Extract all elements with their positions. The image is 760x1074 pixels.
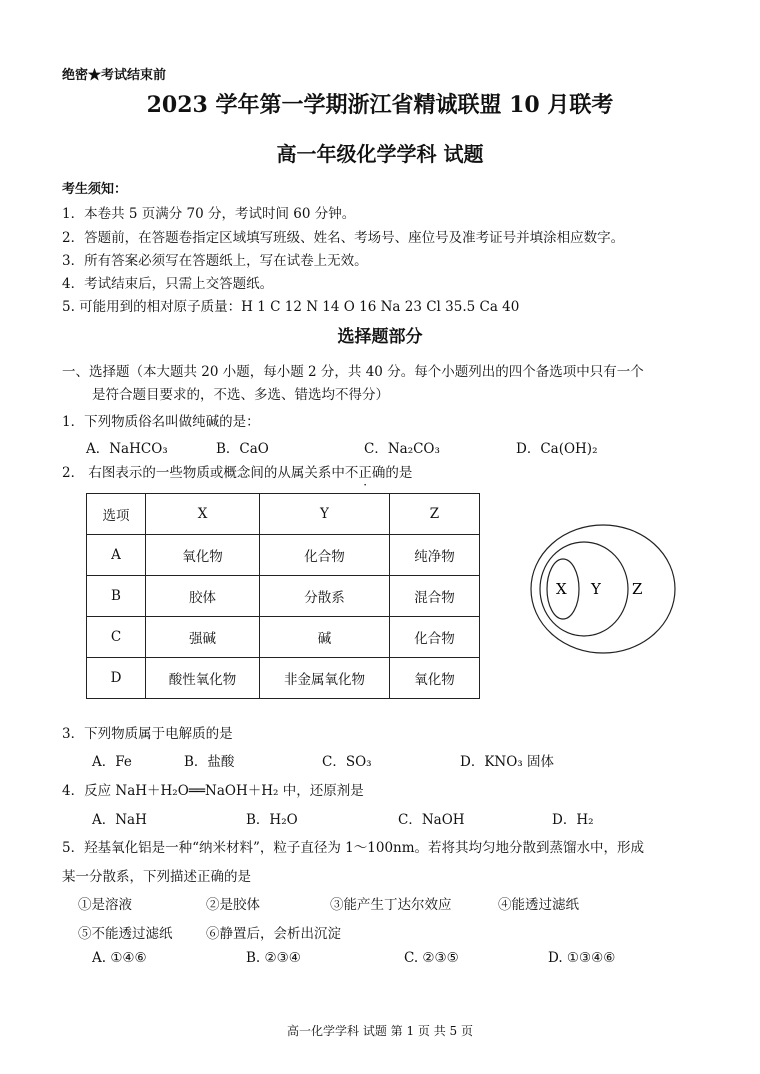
q1-option-c: C．Na₂CO₃ [364,441,440,457]
venn-diagram [528,522,678,656]
outer-ellipse-z [531,525,675,653]
question-5-stem: 某一分散系，下列描述正确的是 [62,869,251,885]
table-cell: 纯净物 [390,535,480,576]
table-row [87,617,480,658]
table-cell: 化合物 [390,617,480,658]
page-footer: 高一化学学科 试题 第 1 页 共 5 页 [287,1024,473,1038]
notice-item: 3．所有答案必须写在答题纸上，写在试卷上无效。 [62,253,368,269]
table-header-cell: 选项 [87,494,146,535]
table-cell: B [87,576,146,617]
question-4-stem: 4．反应 NaH＋H₂O══NaOH＋H₂ 中，还原剂是 [62,783,364,799]
table-cell: 混合物 [390,576,480,617]
q5-option-d: D. ①③④⑥ [548,950,616,966]
exam-title: 2023 学年第一学期浙江省精诚联盟 10 月联考 [146,92,614,118]
table-cell: 分散系 [260,576,390,617]
q1-option-a: A．NaHCO₃ [86,441,168,457]
table-row [87,576,480,617]
question-1-stem: 1．下列物质俗名叫做纯碱的是： [62,414,260,430]
table-header-cell: X [146,494,260,535]
q1-option-d: D．Ca(OH)₂ [516,441,598,457]
venn-label-y: Y [591,580,601,598]
q5-option-b: B. ②③④ [246,950,301,966]
section-intro: 一、选择题（本大题共 20 小题，每小题 2 分，共 40 分。每个小题列出的四个备选项中只有一个 [62,364,644,380]
table-header-cell: Y [260,494,390,535]
q4-option-b: B．H₂O [246,812,298,828]
q5-statement: ④能透过滤纸 [498,897,579,913]
q5-statement: ⑥静置后，会析出沉淀 [206,926,341,942]
notice-item: 1．本卷共 5 页满分 70 分，考试时间 60 分钟。 [62,206,356,222]
q4-option-d: D．H₂ [552,812,594,828]
venn-label-x: X [556,580,567,598]
confidential-label: 绝密★考试结束前 [62,68,167,83]
q5-option-c: C. ②③⑤ [404,950,459,966]
q3-option-c: C．SO₃ [322,754,372,770]
classification-table [86,493,480,699]
notice-item: 5. 可能用到的相对原子质量：H 1 C 12 N 14 O 16 Na 23 Cl 35.5 Ca 40 [62,299,520,315]
table-cell: 胶体 [146,576,260,617]
table-cell: D [87,658,146,699]
q2-stem-suffix: 的是 [385,465,413,481]
middle-ellipse-y [540,542,628,636]
q1-option-b: B．CaO [216,441,269,457]
question-2-stem [62,461,412,481]
q4-option-c: C．NaOH [398,812,465,828]
q4-option-a: A．NaH [92,812,147,828]
table-cell: 酸性氧化物 [146,658,260,699]
exam-subtitle: 高一年级化学学科 试题 [276,142,484,166]
notice-item: 2．答题前，在答题卷指定区域填写班级、姓名、考场号、座位号及准考证号并填涂相应数字。 [62,230,625,246]
table-cell: 氧化物 [390,658,480,699]
question-3-stem: 3．下列物质属于电解质的是 [62,726,233,742]
table-cell: C [87,617,146,658]
venn-label-z: Z [632,580,643,598]
notice-heading: 考生须知： [62,182,128,197]
q2-stem-emphasis: 不正确 [344,465,386,481]
q2-stem-prefix: 2． 右图表示的一些物质或概念间的从属关系中 [62,465,345,481]
q3-option-b: B．盐酸 [184,754,235,770]
table-cell: 氧化物 [146,535,260,576]
q5-statement: ⑤不能透过滤纸 [78,926,173,942]
q5-statement: ②是胶体 [206,897,260,913]
question-5-stem: 5．羟基氧化铝是一种“纳米材料”，粒子直径为 1～100nm。若将其均匀地分散到蒸馏水中，形成 [62,840,645,856]
q3-option-a: A．Fe [92,754,132,770]
table-cell: 非金属氧化物 [260,658,390,699]
table-cell: 碱 [260,617,390,658]
q3-option-d: D．KNO₃ 固体 [460,754,554,770]
q5-option-a: A. ①④⑥ [92,950,147,966]
q5-statement: ①是溶液 [78,897,132,913]
section-title: 选择题部分 [337,327,423,347]
notice-item: 4．考试结束后，只需上交答题纸。 [62,276,274,292]
table-header-row [87,494,480,535]
section-intro: 是符合题目要求的，不选、多选、错选均不得分） [92,387,389,403]
table-cell: 化合物 [260,535,390,576]
table-row [87,658,480,699]
table-row [87,535,480,576]
table-cell: A [87,535,146,576]
table-header-cell: Z [390,494,480,535]
table-cell: 强碱 [146,617,260,658]
q5-statement: ③能产生丁达尔效应 [330,897,452,913]
